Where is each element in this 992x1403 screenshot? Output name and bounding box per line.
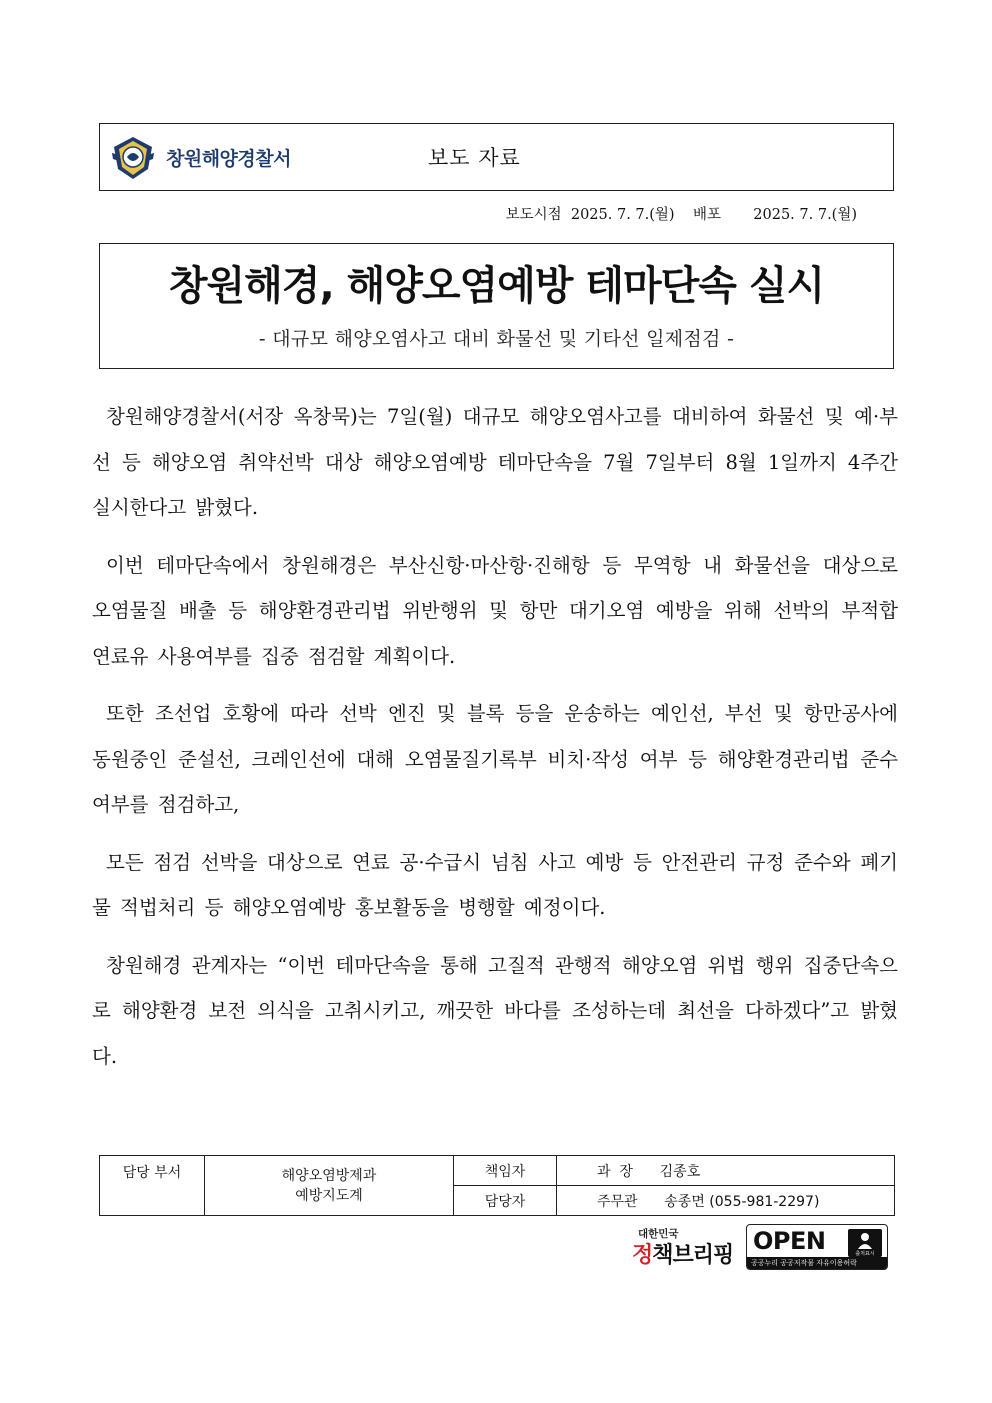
paragraph: 모든 점검 선박을 대상으로 연료 공·수급시 넘침 사고 예방 등 안전관리 규정 준수와 폐기물 적법처리 등 해양오염예방 홍보활동을 병행할 예정이다. <box>92 850 898 919</box>
policy-small-text: 대한민국 <box>638 1228 679 1240</box>
person-name: 송종면 (055-981-2297) <box>664 1193 820 1210</box>
attribution-label: 출처표시 <box>855 1251 875 1257</box>
person-title: 과 장 <box>597 1163 633 1180</box>
dept-line: 예방지도계 <box>295 1187 363 1204</box>
table-row <box>100 1156 895 1186</box>
person-title: 주무관 <box>597 1193 638 1210</box>
person-cell <box>557 1186 895 1216</box>
coast-guard-emblem-icon <box>110 135 156 181</box>
policy-big-text <box>632 1238 733 1269</box>
dept-label: 담당 부서 <box>100 1156 205 1216</box>
policy-briefing-logo <box>632 1226 740 1274</box>
person-name: 김종호 <box>659 1163 701 1180</box>
open-license-badge <box>746 1224 888 1270</box>
contact-table <box>99 1155 895 1216</box>
paragraph: 또한 조선업 호황에 따라 선박 엔진 및 블록 등을 운송하는 예인선, 부선 및 항만공사에 동원중인 준설선, 크레인선에 대해 오염물질기록부 비치·작성 여부 등 해양환경관리법 준수 여부를 점검하고, <box>92 702 898 816</box>
paragraph: 창원해경 관계자는 “이번 테마단속을 통해 고질적 관행적 해양오염 위법 행위 집중단속으로 해양환경 보전 의식을 고취시키고, 깨끗한 바다를 조성하는데 최선을 다하겠다”고 밝혔다. <box>92 953 898 1068</box>
distribution-label: 배포 <box>693 207 722 223</box>
main-title: 창원해경, 해양오염예방 테마단속 실시 <box>168 263 825 309</box>
open-label: OPEN <box>753 1227 826 1255</box>
title-box <box>99 243 894 369</box>
policy-red-char: 정 <box>632 1243 653 1268</box>
press-header <box>99 123 894 191</box>
org-name: 창원해양경찰서 <box>166 148 291 170</box>
dept-line: 해양오염방제과 <box>281 1167 377 1184</box>
paragraph: 이번 테마단속에서 창원해경은 부산신항·마산항·진해항 등 무역항 내 화물선을 대상으로 오염물질 배출 등 해양환경관리법 위반행위 및 항만 대기오염 예방을 위해 선박의 부적합 연료유 사용여부를 집중 점검할 계획이다. <box>92 553 898 668</box>
policy-rest: 책브리핑 <box>652 1243 734 1268</box>
release-time: 2025. 7. 7.(월) <box>570 207 675 223</box>
open-sub-text: 공공누리 공공저작물 자유이용허락 <box>747 1257 887 1269</box>
attribution-person-icon <box>848 1229 882 1257</box>
distribution-date: 2025. 7. 7.(월) <box>753 207 857 223</box>
role-cell: 책임자 <box>454 1156 557 1186</box>
sub-title: - 대규모 해양오염사고 대비 화물선 및 기타선 일제점검 - <box>258 328 735 350</box>
dept-cell <box>205 1156 454 1216</box>
release-date-line <box>506 203 857 224</box>
person-cell <box>557 1156 895 1186</box>
role-cell: 담당자 <box>454 1186 557 1216</box>
press-body <box>92 394 898 1091</box>
release-label: 보도 자료 <box>428 146 521 170</box>
paragraph: 창원해양경찰서(서장 옥창묵)는 7일(월) 대규모 해양오염사고를 대비하여 화물선 및 예·부선 등 해양오염 취약선박 대상 해양오염예방 테마단속을 7월 7일부터 8월 1일까지 4주간 실시한다고 밝혔다. <box>92 405 898 519</box>
release-time-label: 보도시점 <box>505 207 562 223</box>
